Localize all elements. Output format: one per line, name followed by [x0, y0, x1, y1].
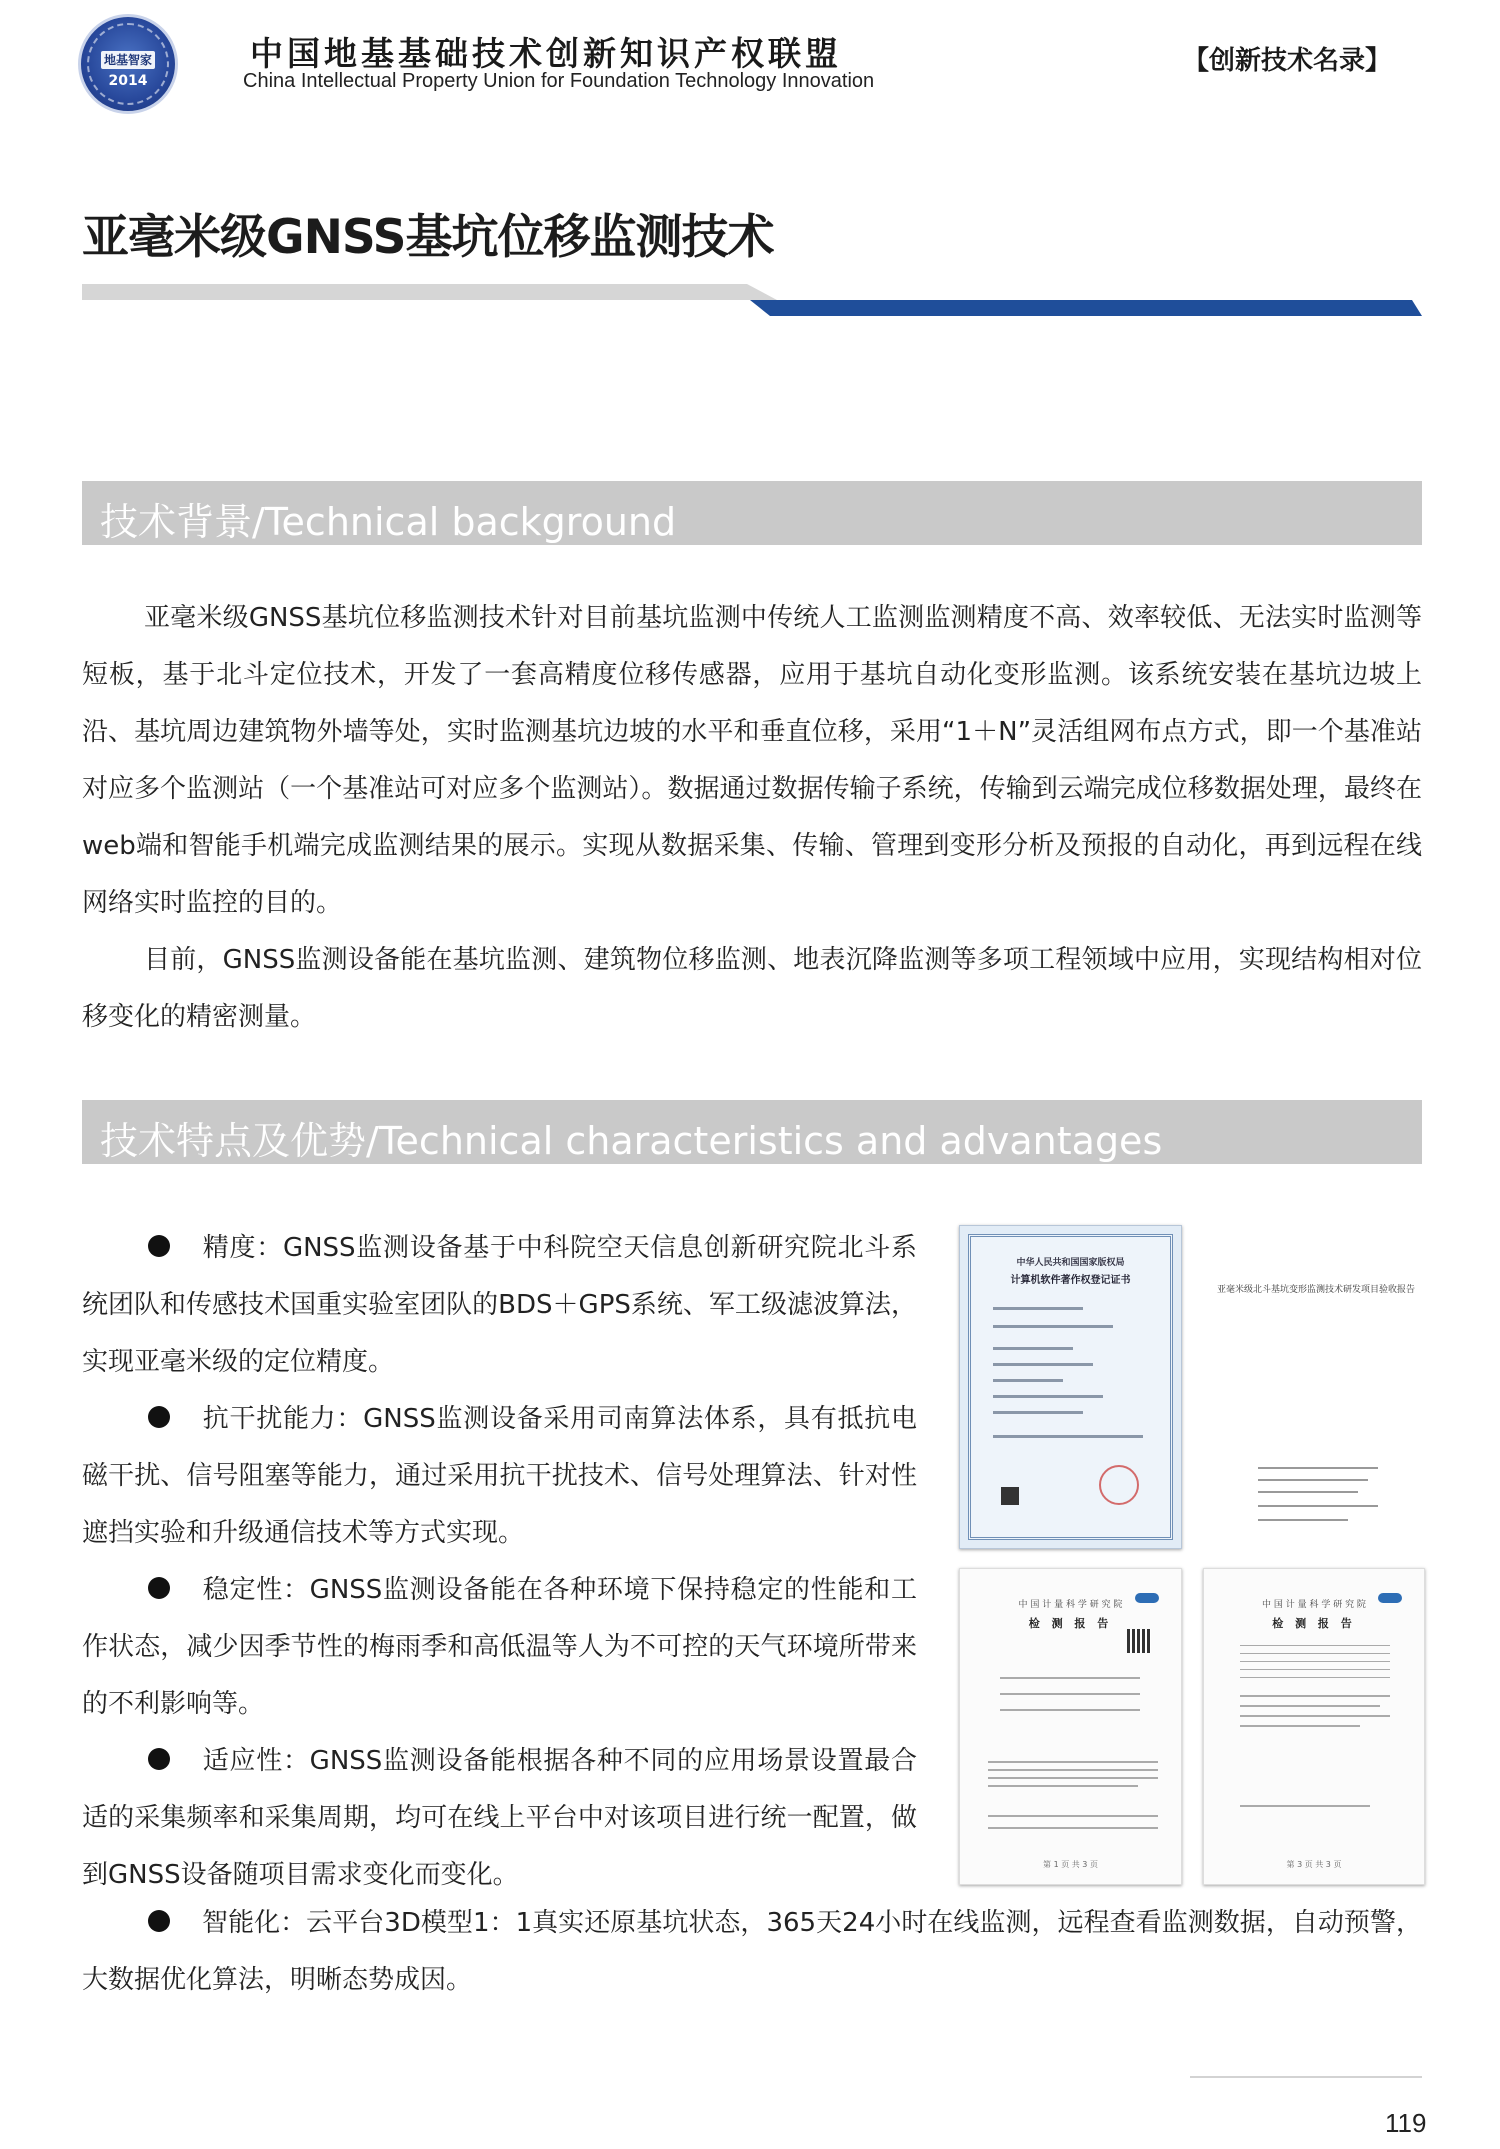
report-table-line: [1240, 1677, 1390, 1678]
feature-item-adaptability: [82, 1733, 917, 1904]
feature-text: 适应性：GNSS监测设备能根据各种不同的应用场景设置最合适的采集频率和采集周期，均可在线上平台中对该项目进行统一配置，做到GNSS设备随项目需求变化而变化。: [82, 1746, 917, 1890]
report-text-line: [988, 1769, 1158, 1771]
report-table-line: [1240, 1661, 1390, 1662]
report-text-line: [1000, 1709, 1140, 1711]
certificate-text-line: [993, 1325, 1113, 1328]
official-seal-icon: [1099, 1465, 1139, 1505]
logo-badge: 地基智家: [101, 51, 155, 69]
report-text-line: [1240, 1725, 1360, 1727]
report-table-line: [1240, 1653, 1390, 1654]
title-underline-bar: [82, 284, 1422, 316]
feature-item-stability: [82, 1562, 917, 1733]
certificate-text-line: [993, 1435, 1143, 1438]
background-paragraph-2: 目前，GNSS监测设备能在基坑监测、建筑物位移监测、地表沉降监测等多项工程领域中应用，实现结构相对位移变化的精密测量。: [82, 945, 1422, 1032]
alliance-logo: [78, 14, 178, 114]
title-bar-blue: [750, 300, 1422, 316]
report-text-line: [1240, 1695, 1390, 1697]
document-title: 亚毫米级GNSS基坑位移监测技术: [82, 210, 774, 265]
section-header-advantages: [82, 1100, 1422, 1164]
software-copyright-certificate-image: [959, 1225, 1182, 1549]
feature-item-anti-interference: [82, 1391, 917, 1562]
test-report-page: 第 3 页 共 3 页: [1286, 1860, 1342, 1869]
certificate-text-line: [993, 1363, 1093, 1366]
feature-text: 稳定性：GNSS监测设备能在各种环境下保持稳定的性能和工作状态，减少因季节性的梅雨季和高低温等人为不可控的天气环境所带来的不利影响等。: [82, 1575, 917, 1719]
feature-item-precision: [82, 1220, 917, 1391]
certificate-text-line: [993, 1307, 1083, 1310]
report-text-line: [988, 1761, 1158, 1763]
qr-code-icon: [1127, 1629, 1151, 1653]
test-report-title: 检 测 报 告: [1028, 1617, 1113, 1630]
feature-list-wide: [82, 1895, 1422, 2009]
test-report-title: 检 测 报 告: [1272, 1617, 1356, 1630]
test-report-org: 中 国 计 量 科 学 研 究 院: [1018, 1600, 1123, 1610]
background-paragraph-1: 亚毫米级GNSS基坑位移监测技术针对目前基坑监测中传统人工监测监测精度不高、效率较低、无法实时监测等短板，基于北斗定位技术，开发了一套高精度位移传感器，应用于基坑自动化变形监测。该系统安装在基坑边坡上沿、基坑周边建筑物外墙等处，实时监测基坑边坡的水平和垂直位移，采用“1＋N”灵活组网布点方式，即一个基准站对应多个监测站（一个基准站可对应多个监测站）。数据通过数据传输子系统，传输到云端完成位移数据处理，最终在web端和智能手机端完成监测结果的展示。实现从数据采集、传输、管理到变形分析及预报的自动化，再到远程在线网络实时监控的目的。: [82, 603, 1422, 918]
qr-code-icon: [1001, 1487, 1019, 1505]
footer-divider: [1190, 2076, 1422, 2078]
report-text-line: [988, 1827, 1158, 1829]
feature-text: 精度：GNSS监测设备基于中科院空天信息创新研究院北斗系统团队和传感技术国重实验室团队的BDS＋GPS系统、军工级滤波算法，实现亚毫米级的定位精度。: [82, 1233, 917, 1377]
report-text-line: [1000, 1693, 1140, 1695]
feature-item-intelligence: [82, 1895, 1422, 2009]
certificate-text-line: [993, 1395, 1103, 1398]
bullet-icon: [148, 1748, 170, 1770]
feature-list: [82, 1220, 917, 1904]
feature-text: 智能化：云平台3D模型1：1真实还原基坑状态，365天24小时在线监测，远程查看监测数据，自动预警，大数据优化算法，明晰态势成因。: [82, 1908, 1422, 1995]
report-text-line: [1240, 1705, 1380, 1707]
report-text-line: [988, 1815, 1158, 1817]
bullet-icon: [148, 1406, 170, 1428]
certificate-text-line: [993, 1411, 1083, 1414]
report-text-line: [1000, 1677, 1140, 1679]
report-text-line: [1240, 1805, 1370, 1807]
certificate-text-line: [993, 1379, 1063, 1382]
test-report-image-2: [1203, 1568, 1425, 1885]
report-text-line: [1240, 1715, 1390, 1717]
bullet-icon: [148, 1910, 170, 1932]
logo-year: 2014: [108, 73, 148, 89]
report-text-line: [1258, 1479, 1368, 1481]
report-text-line: [988, 1785, 1138, 1787]
section-header-background: [82, 481, 1422, 545]
page-number: 119: [1385, 2108, 1427, 2138]
catalog-tag: 【创新技术名录】: [1183, 46, 1392, 76]
certificate-text-line: [993, 1347, 1073, 1350]
bullet-icon: [148, 1577, 170, 1599]
title-bar-gray: [82, 284, 777, 300]
report-text-line: [1258, 1467, 1378, 1469]
section-heading: 技术特点及优势/Technical characteristics and advantages: [100, 1119, 1163, 1163]
report-text-line: [988, 1777, 1158, 1779]
report-table-line: [1240, 1645, 1390, 1646]
report-table-line: [1240, 1669, 1390, 1670]
test-report-image-1: [959, 1568, 1182, 1885]
org-name-english: China Intellectual Property Union for Foundation Technology Innovation: [243, 70, 875, 92]
certificate-authority: 中华人民共和国国家版权局: [1016, 1258, 1125, 1268]
report-text-line: [1258, 1519, 1348, 1521]
test-report-org: 中 国 计 量 科 学 研 究 院: [1262, 1600, 1366, 1610]
certificate-title: 计算机软件著作权登记证书: [1010, 1275, 1131, 1286]
bullet-icon: [148, 1235, 170, 1257]
acceptance-report-title: 亚毫米级北斗基坑变形监测技术研发项目验收报告: [1216, 1285, 1415, 1295]
certificate-border: [968, 1234, 1173, 1540]
report-text-line: [1258, 1491, 1358, 1493]
feature-text: 抗干扰能力：GNSS监测设备采用司南算法体系，具有抵抗电磁干扰、信号阻塞等能力，通过采用抗干扰技术、信号处理算法、针对性遮挡实验和升级通信技术等方式实现。: [82, 1404, 917, 1548]
section-heading: 技术背景/Technical background: [100, 500, 677, 544]
test-report-page: 第 1 页 共 3 页: [1043, 1860, 1098, 1869]
project-acceptance-report-image: [1210, 1225, 1422, 1549]
org-name-chinese: 中国地基基础技术创新知识产权联盟: [250, 34, 842, 73]
report-text-line: [1258, 1505, 1378, 1507]
